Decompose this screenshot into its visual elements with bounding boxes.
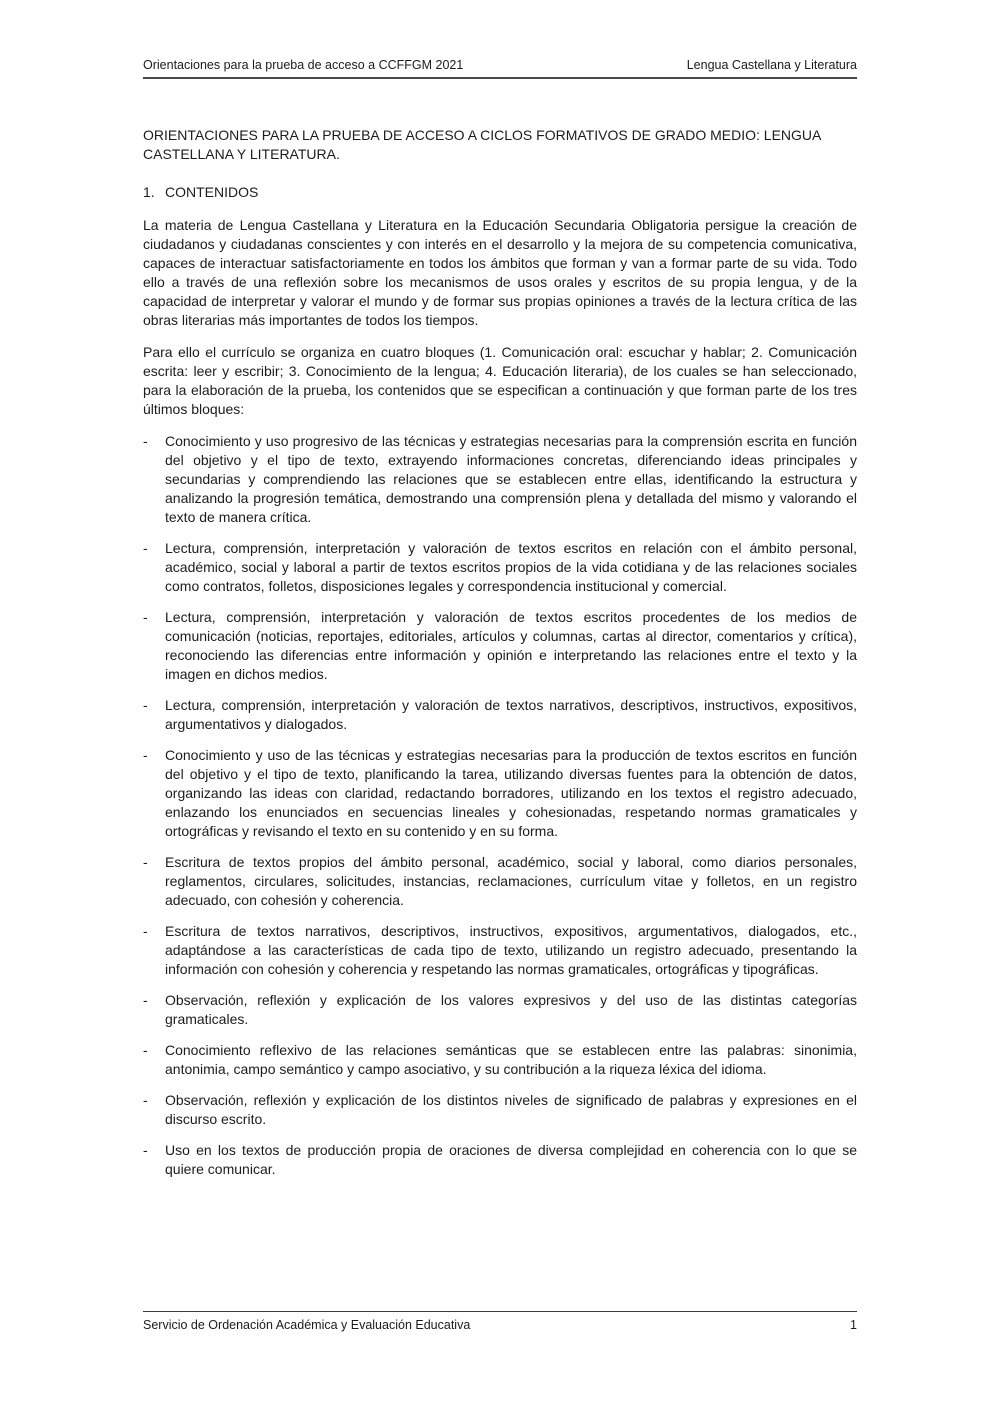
list-item-text: Conocimiento y uso de las técnicas y estrategias necesarias para la producción de textos escritos en función del objetivo y el tipo de texto, planificando la tarea, utilizando diversas fuentes para la obtención de datos, organizando las ideas con claridad, redactando borradores, utilizando en los textos el registro adecuado, enlazando los enunciados en secuencias lineales y cohesionadas, respetando normas gramaticales y ortográficas y revisando el texto en su contenido y en su forma. — [165, 747, 857, 839]
bullet-marker: - — [143, 992, 148, 1008]
bullet-marker: - — [143, 854, 148, 870]
footer-left-text: Servicio de Ordenación Académica y Evaluación Educativa — [143, 1318, 471, 1332]
bullet-marker: - — [143, 923, 148, 939]
list-item — [143, 432, 857, 527]
paragraph-intro: La materia de Lengua Castellana y Literatura en la Educación Secundaria Obligatoria persigue la creación de ciudadanos y ciudadanas conscientes y con interés en el desarrollo y la mejora de su competencia comunicativa, capaces de interactuar satisfactoriamente en todos los ámbitos que forman y van a formar parte de su vida. Todo ello a través de una reflexión sobre los mecanismos de usos orales y escritos de su propia lengua, y de la capacidad de interpretar y valorar el mundo y de formar sus propias opiniones a través de la lectura crítica de las obras literarias más importantes de todos los tiempos. — [143, 217, 857, 328]
list-item-text: Conocimiento y uso progresivo de las técnicas y estrategias necesarias para la comprensión escrita en función del objetivo y el tipo de texto, extrayendo informaciones concretas, diferenciando ideas principales y secundarias y comprendiendo las relaciones que se establecen entre ellas, identificando la estructura y analizando la progresión temática, demostrando una comprensión plena y detallada del mismo y valorando el texto de manera crítica. — [165, 433, 857, 525]
list-item-text: Lectura, comprensión, interpretación y valoración de textos escritos en relación con el ámbito personal, académico, social y laboral a partir de textos escritos propios de la vida cotidiana y de las relaciones sociales como contratos, folletos, disposiciones legales y correspondencia institucional y comercial. — [165, 540, 857, 594]
section-heading — [143, 183, 857, 202]
list-item — [143, 746, 857, 841]
list-item — [143, 991, 857, 1029]
list-item-text: Uso en los textos de producción propia de oraciones de diversa complejidad en coherencia con lo que se quiere comunicar. — [165, 1142, 857, 1177]
list-item-text: Escritura de textos narrativos, descriptivos, instructivos, expositivos, argumentativos, dialogados, etc., adaptándose a las características de cada tipo de texto, utilizando un registro adecuado, presentando la información con cohesión y coherencia y respetando las normas gramaticales, ortográficas y tipográficas. — [165, 923, 857, 977]
section-number: 1. — [143, 184, 155, 200]
bullet-marker: - — [143, 697, 148, 713]
list-item — [143, 539, 857, 596]
list-item — [143, 922, 857, 979]
list-item-text: Lectura, comprensión, interpretación y valoración de textos narrativos, descriptivos, instructivos, expositivos, argumentativos y dialogados. — [165, 697, 857, 732]
list-item — [143, 1141, 857, 1179]
bullet-marker: - — [143, 1142, 148, 1158]
list-item-text: Observación, reflexión y explicación de los distintos niveles de significado de palabras y expresiones en el discurso escrito. — [165, 1092, 857, 1127]
bullet-list — [143, 432, 857, 1179]
list-item-text: Conocimiento reflexivo de las relaciones semánticas que se establecen entre las palabras: sinonimia, antonimia, campo semántico y campo asociativo, y su contribución a la riqueza léxica del idioma. — [165, 1042, 857, 1077]
section-label: CONTENIDOS — [165, 184, 259, 200]
list-item-text: Observación, reflexión y explicación de los valores expresivos y del uso de las distintas categorías gramaticales. — [165, 992, 857, 1027]
bullet-marker: - — [143, 1042, 148, 1058]
list-item-text: Lectura, comprensión, interpretación y valoración de textos escritos procedentes de los medios de comunicación (noticias, reportajes, editoriales, artículos y columnas, cartas al director, comentarios y crítica), reconociendo las diferencias entre información y opinión e interpretando las relaciones entre el texto y la imagen en dichos medios. — [165, 609, 857, 682]
document-body — [143, 126, 857, 1191]
list-item-text: Escritura de textos propios del ámbito personal, académico, social y laboral, como diarios personales, reglamentos, circulares, solicitudes, instancias, reclamaciones, currículum vitae y folletos, en un registro adecuado, con cohesión y coherencia. — [165, 854, 857, 908]
list-item — [143, 853, 857, 910]
paragraph-blocks: Para ello el currículo se organiza en cuatro bloques (1. Comunicación oral: escuchar y hablar; 2. Comunicación escrita: leer y escribir; 3. Conocimiento de la lengua; 4. Educación literaria), de los cuales se han seleccionado, para la elaboración de la prueba, los contenidos que se especifican a continuación y que forman parte de los tres últimos bloques: — [143, 344, 857, 417]
bullet-marker: - — [143, 747, 148, 763]
bullet-marker: - — [143, 540, 148, 556]
list-item — [143, 696, 857, 734]
document-title: ORIENTACIONES PARA LA PRUEBA DE ACCESO A CICLOS FORMATIVOS DE GRADO MEDIO: LENGUA CASTELLANA Y LITERATURA. — [143, 127, 821, 162]
page-number: 1 — [850, 1318, 857, 1332]
list-item — [143, 608, 857, 684]
bullet-marker: - — [143, 1092, 148, 1108]
header-left-text: Orientaciones para la prueba de acceso a CCFFGM 2021 — [143, 58, 464, 72]
page-header — [143, 57, 857, 79]
page-footer — [143, 1311, 857, 1333]
header-right-text: Lengua Castellana y Literatura — [686, 58, 857, 72]
bullet-marker: - — [143, 609, 148, 625]
list-item — [143, 1041, 857, 1079]
list-item — [143, 1091, 857, 1129]
bullet-marker: - — [143, 433, 148, 449]
